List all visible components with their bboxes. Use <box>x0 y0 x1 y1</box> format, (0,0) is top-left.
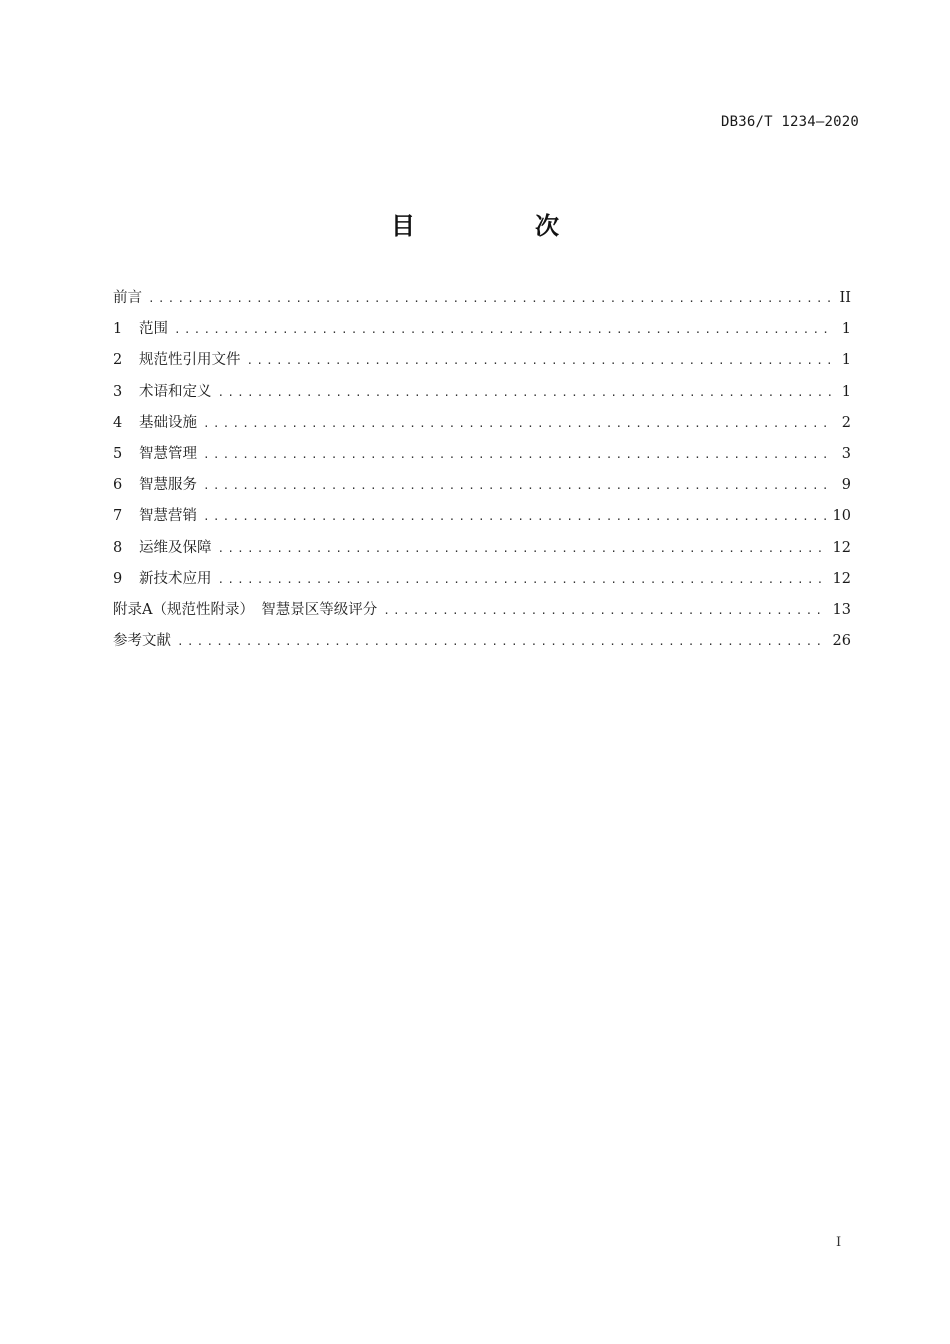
toc-entry-label: 术语和定义 <box>139 383 212 400</box>
toc-entry-smart-management[interactable] <box>113 442 851 473</box>
standard-code: DB36/T 1234—2020 <box>720 114 859 130</box>
toc-entry-appendix-a[interactable] <box>113 598 851 629</box>
toc-entry-number: 4 <box>113 414 123 431</box>
toc-leader-dots <box>218 537 827 561</box>
toc-entry-label: 参考文献 <box>113 633 171 650</box>
toc-leader-dots <box>203 505 827 529</box>
toc-entry-label: 运维及保障 <box>139 539 212 556</box>
toc-entry-label: 附录A（规范性附录） 智慧景区等级评分 <box>113 601 378 618</box>
toc-entry-label: 新技术应用 <box>139 570 212 587</box>
toc-entry-foreword[interactable] <box>113 286 851 317</box>
toc-entry-number: 7 <box>113 508 123 525</box>
toc-entry-page: 9 <box>841 477 851 494</box>
toc-entry-number: 3 <box>113 383 123 400</box>
toc-leader-dots <box>383 599 826 623</box>
toc-leader-dots <box>218 381 834 405</box>
toc-leader-dots <box>247 349 834 373</box>
toc-leader-dots <box>218 568 827 592</box>
toc-entry-scope[interactable] <box>113 317 851 348</box>
toc-entry-page: 3 <box>841 445 851 462</box>
toc-entry-label: 基础设施 <box>139 414 197 431</box>
page-number: I <box>836 1235 842 1250</box>
toc-entry-number: 1 <box>113 321 123 338</box>
toc-entry-label: 范围 <box>139 321 168 338</box>
toc-leader-dots <box>148 287 833 311</box>
toc-entry-label: 智慧服务 <box>139 477 197 494</box>
toc-entry-bibliography[interactable] <box>113 629 851 660</box>
toc-entry-label: 前言 <box>113 290 142 306</box>
toc-entry-number: 9 <box>113 570 123 587</box>
toc-entry-page: 26 <box>832 633 851 650</box>
toc-entry-infrastructure[interactable] <box>113 411 851 442</box>
toc-entry-new-technology[interactable] <box>113 567 851 598</box>
toc-leader-dots <box>203 474 833 498</box>
toc-entry-number: 6 <box>113 477 123 494</box>
toc-entry-page: 12 <box>832 539 851 556</box>
toc-entry-label: 规范性引用文件 <box>139 352 241 369</box>
toc-leader-dots <box>174 318 833 342</box>
toc-entry-smart-service[interactable] <box>113 473 851 504</box>
toc-entry-operations[interactable] <box>113 536 851 567</box>
toc-entry-page: 1 <box>841 352 851 369</box>
toc-entry-number: 2 <box>113 352 123 369</box>
toc-entry-label: 智慧管理 <box>139 445 197 462</box>
toc-leader-dots <box>203 412 833 436</box>
table-of-contents <box>113 286 851 660</box>
toc-entry-number: 5 <box>113 445 123 462</box>
toc-entry-page: 12 <box>832 570 851 587</box>
toc-entry-terms-definitions[interactable] <box>113 380 851 411</box>
toc-leader-dots <box>177 630 827 654</box>
toc-entry-page: 13 <box>832 601 851 618</box>
toc-entry-page: 10 <box>832 508 851 525</box>
toc-entry-page: 1 <box>841 321 851 338</box>
toc-title: 目 次 <box>391 212 607 240</box>
toc-entry-number: 8 <box>113 539 123 556</box>
toc-entry-page: 2 <box>841 414 851 431</box>
toc-entry-smart-marketing[interactable] <box>113 504 851 535</box>
toc-entry-page: 1 <box>841 383 851 400</box>
toc-entry-page: II <box>839 290 851 306</box>
toc-entry-normative-references[interactable] <box>113 348 851 379</box>
toc-leader-dots <box>203 443 833 467</box>
toc-entry-label: 智慧营销 <box>139 508 197 525</box>
